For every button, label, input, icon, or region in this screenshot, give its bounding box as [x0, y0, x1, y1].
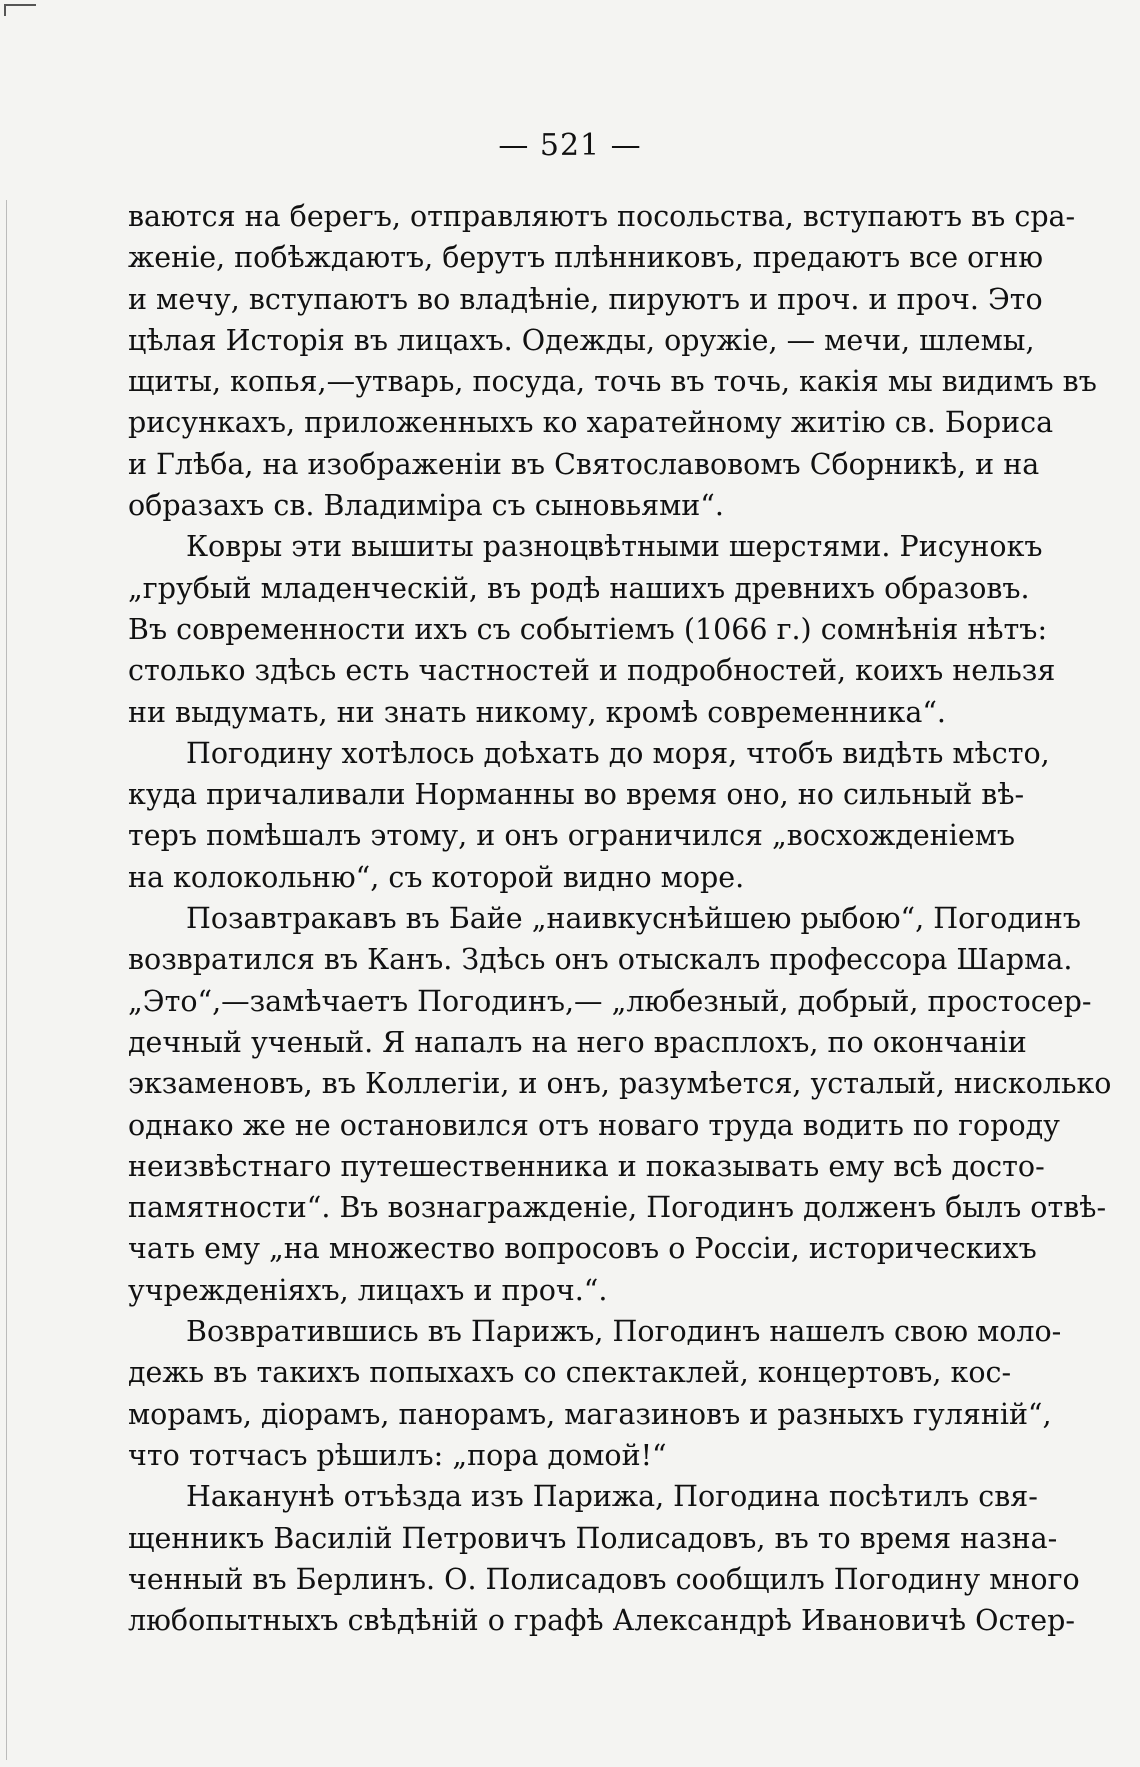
- text-line: столько здѣсь есть частностей и подробностей, коихъ нельзя: [128, 654, 1056, 688]
- paragraph-3: [128, 733, 1050, 898]
- text-line: Ковры эти вышиты разноцвѣтными шерстями. Рисунокъ: [186, 530, 1043, 564]
- text-line: цѣлая Исторія въ лицахъ. Одежды, оружіе, — мечи, шлемы,: [128, 323, 1035, 357]
- text-line: образахъ св. Владиміра съ сыновьями“.: [128, 489, 724, 523]
- text-line: и Глѣба, на изображеніи въ Святославовомъ Сборникѣ, и на: [128, 447, 1040, 481]
- text-line: памятности“. Въ вознагражденіе, Погодинъ долженъ былъ отвѣ-: [128, 1191, 1107, 1225]
- text-line: ни выдумать, ни знать никому, кромѣ современника“.: [128, 695, 946, 729]
- text-line: „Это“,—замѣчаетъ Погодинъ,— „любезный, добрый, простосер-: [128, 984, 1092, 1018]
- scan-left-edge: [6, 200, 7, 1760]
- page-number: — 521 —: [498, 128, 642, 163]
- text-line: женіе, побѣждаютъ, берутъ плѣнниковъ, предаютъ все огню: [128, 241, 1044, 275]
- scan-corner-mark: [4, 4, 36, 16]
- text-line: куда причаливали Норманны во время оно, но сильный вѣ-: [128, 778, 1025, 812]
- text-line: учрежденіяхъ, лицахъ и проч.“.: [128, 1273, 608, 1307]
- text-line: чать ему „на множество вопросовъ о Россіи, историческихъ: [128, 1232, 1037, 1266]
- text-line: щиты, копья,—утварь, посуда, точь въ точь, какія мы видимъ въ: [128, 365, 1097, 399]
- text-line: „грубый младенческій, въ родѣ нашихъ древнихъ образовъ.: [128, 571, 1030, 605]
- text-line: дежь въ такихъ попыхахъ со спектаклей, концертовъ, кос-: [128, 1356, 1012, 1390]
- page-body: [128, 196, 1112, 1641]
- text-line: экзаменовъ, въ Коллегіи, и онъ, разумѣется, усталый, нисколько: [128, 1067, 1112, 1101]
- text-line: неизвѣстнаго путешественника и показывать ему всѣ досто-: [128, 1149, 1045, 1183]
- text-line: возвратился въ Канъ. Здѣсь онъ отыскалъ профессора Шарма.: [128, 943, 1073, 977]
- text-line: что тотчасъ рѣшилъ: „пора домой!“: [128, 1438, 667, 1472]
- paragraph-6: [128, 1476, 1080, 1641]
- paragraph-2: [128, 526, 1056, 732]
- text-line: теръ помѣшалъ этому, и онъ ограничился „восхожденіемъ: [128, 819, 1016, 853]
- text-line: ваются на берегъ, отправляютъ посольства, вступаютъ въ сра-: [128, 200, 1076, 233]
- text-line: Въ современности ихъ съ событіемъ (1066 г.) сомнѣнія нѣтъ:: [128, 612, 1048, 646]
- paragraph-1: [128, 196, 1097, 526]
- paragraph-5: [128, 1311, 1062, 1476]
- text-line: Погодину хотѣлось доѣхать до моря, чтобъ видѣть мѣсто,: [186, 736, 1050, 770]
- text-line: щенникъ Василій Петровичъ Полисадовъ, въ то время назна-: [128, 1521, 1058, 1555]
- text-line: и мечу, вступаютъ во владѣніе, пируютъ и проч. и проч. Это: [128, 282, 1043, 316]
- paragraph-4: [128, 898, 1112, 1311]
- text-line: Возвратившись въ Парижъ, Погодинъ нашелъ свою моло-: [186, 1315, 1062, 1349]
- text-line: ченный въ Берлинъ. О. Полисадовъ сообщилъ Погодину много: [128, 1562, 1080, 1596]
- text-line: на колокольню“, съ которой видно море.: [128, 860, 745, 894]
- text-line: однако же не остановился отъ новаго труда водить по городу: [128, 1108, 1060, 1142]
- text-line: любопытныхъ свѣдѣній о графѣ Александрѣ Ивановичѣ Остер-: [128, 1604, 1076, 1638]
- text-line: рисункахъ, приложенныхъ ко харатейному житію св. Бориса: [128, 406, 1054, 440]
- text-line: Позавтракавъ въ Байе „наивкуснѣйшею рыбою“, Погодинъ: [186, 902, 1081, 936]
- text-line: морамъ, діорамъ, панорамъ, магазиновъ и разныхъ гуляній“,: [128, 1397, 1052, 1431]
- text-line: дечный ученый. Я напалъ на него врасплохъ, по окончаніи: [128, 1025, 1027, 1059]
- text-line: Наканунѣ отъѣзда изъ Парижа, Погодина посѣтилъ свя-: [186, 1480, 1038, 1514]
